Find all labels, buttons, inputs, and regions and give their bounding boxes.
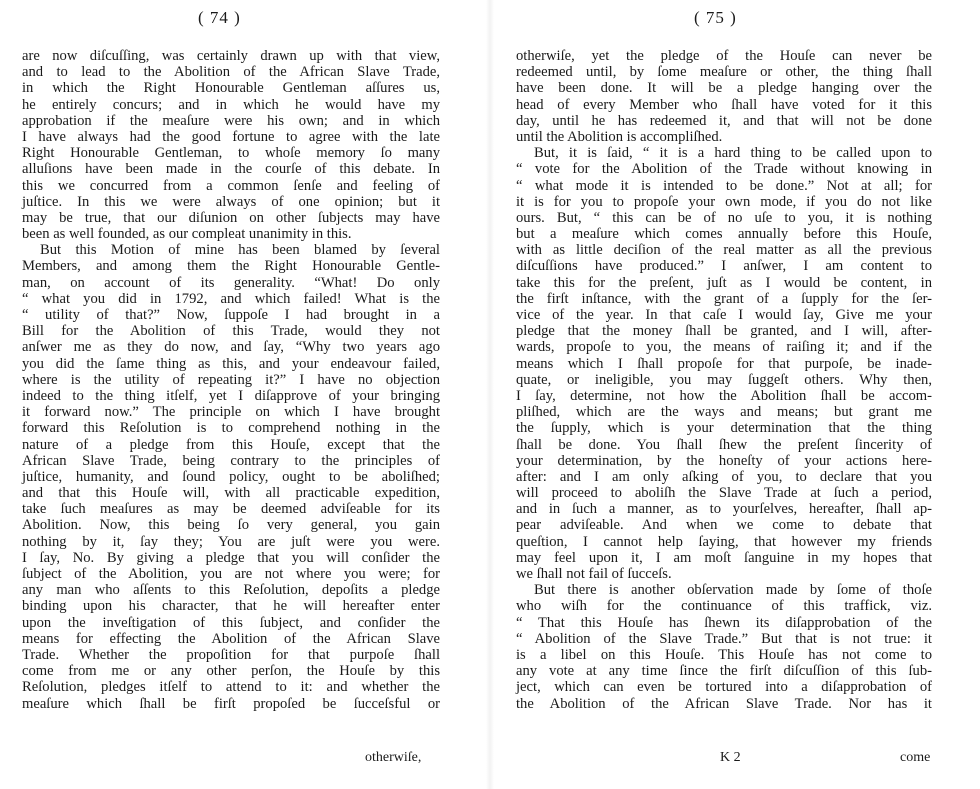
text-line: ſubject of the Abolition, you are not where you were; for <box>22 566 440 582</box>
text-line: African Slave Trade, being contrary to the principles of <box>22 452 440 469</box>
text-line: pliſhed, which are the ways and means; but grant me <box>516 404 932 421</box>
text-line: in which the Right Honourable Gentleman aſſures us, <box>22 80 440 97</box>
text-line: quate, or ineligible, you may ſuggeſt others. Why then, <box>516 371 932 388</box>
text-line: man, on account of its generality. “What! Do only <box>22 274 440 291</box>
text-line: the Abolition of the African Slave Trade. Nor has it <box>516 695 932 712</box>
text-line: But there is another obſervation made by ſome of thoſe <box>534 582 932 599</box>
text-line: anſwer me as they do now, and ſay, “Why two years ago <box>22 339 440 356</box>
text-line: queſtion, I cannot help ſaying, that however my friends <box>516 533 932 550</box>
text-line: nature of a pledge from this Houſe, except that the <box>22 436 440 453</box>
text-line: “ That this Houſe has ſhewn its diſapprobation of the <box>516 614 932 631</box>
text-line: ject, which can even be tortured into a diſapprobation of <box>516 679 932 696</box>
text-line: any man who aſſents to this Reſolution, depoſits a pledge <box>22 582 440 599</box>
text-line: it forward now.” The principle on which I have brought <box>22 404 440 421</box>
text-line: take this for the preſent, juſt as I would be content, in <box>516 274 932 291</box>
text-line: redeemed until, by ſome meaſure or other, the thing ſhall <box>516 64 932 81</box>
text-line: and in ſuch a manner, as to yourſelves, hereafter, ſhall ap- <box>516 501 932 518</box>
text-line: upon the inveſtigation of this ſubject, and conſider the <box>22 614 440 631</box>
text-line: means for effecting the Abolition of the African Slave <box>22 630 440 647</box>
text-line: juſtice. In this we were always of one opinion; but it <box>22 193 440 210</box>
text-line: and to lead to the Abolition of the African Slave Trade, <box>22 64 440 81</box>
signature-mark: K 2 <box>720 750 741 765</box>
text-line: he entirely concurs; and in which he would have my <box>22 96 440 113</box>
text-line: meaſure which ſhall be firſt propoſed be ſucceſsful or <box>22 695 440 712</box>
text-line: ſhall be done. You ſhall ſhew the preſent ſincerity of <box>516 436 932 453</box>
text-line: “ what you did in 1792, and which failed! What is the <box>22 290 440 307</box>
text-block <box>22 48 440 712</box>
text-line: it is for you to propoſe your own mode, if you do not like <box>516 193 932 210</box>
text-line: been as well founded, as our compleat unanimity in this. <box>22 226 352 243</box>
text-line: may be true, that our diſunion on other ſubjects may have <box>22 209 440 226</box>
text-line: alluſions have been made in the courſe of this debate. In <box>22 161 440 178</box>
text-line: have been done. It will be a pledge hanging over the <box>516 80 932 97</box>
text-line: after: and I am only aſking of you, to declare that you <box>516 468 932 485</box>
text-line: Trade. Whether the propoſition for that purpoſe ſhall <box>22 646 440 663</box>
text-line: juſtice, humanity, and ſound policy, ought to be aboliſhed; <box>22 468 440 485</box>
text-line: your determination, by the honeſty of your actions here- <box>516 452 932 469</box>
text-line: with as little deciſion of the real matter as all the previous <box>516 242 932 259</box>
catchword: otherwiſe, <box>365 750 422 765</box>
catchword: come <box>900 750 931 765</box>
text-line: means which I ſhall propoſe for that purpoſe, be inade- <box>516 355 932 372</box>
text-line: But this Motion of mine has been blamed by ſeveral <box>40 242 440 259</box>
text-line: pledge that the money ſhall be granted, and I will, after- <box>516 323 932 340</box>
text-line: the firſt inſtance, with the grant of a ſupply for the ſer- <box>516 290 932 307</box>
text-line: But, it is ſaid, “ it is a hard thing to be called upon to <box>534 145 932 162</box>
text-line: I ſay, No. By giving a pledge that you will conſider the <box>22 549 440 566</box>
text-line: Abolition. Now, this being ſo very general, you gain <box>22 517 440 534</box>
text-line: ours. But, “ this can be of no uſe to you, it is nothing <box>516 209 932 226</box>
text-line: “ vote for the Abolition of the Trade without knowing in <box>516 161 932 178</box>
text-line: until the Abolition is accompliſhed. <box>516 128 723 145</box>
text-line: may feel upon it, I am moſt ſanguine in my hopes that <box>516 549 932 566</box>
text-line: the ſupply, which is your determination that the thing <box>516 420 932 437</box>
page-number: ( 75 ) <box>694 8 737 27</box>
text-line: “ utility of that?” Now, ſuppoſe I had brought in a <box>22 307 440 323</box>
text-line: diſcuſſions have produced.” I anſwer, I am content to <box>516 258 932 275</box>
text-line: I have always had the good fortune to agree with the late <box>22 128 440 145</box>
text-line: Right Honourable Gentleman, to whoſe memory ſo many <box>22 145 440 162</box>
text-line: Reſolution, pledges itſelf to attend to it: and whether the <box>22 679 440 696</box>
text-line: I ſay, determine, not how the Abolition ſhall be accom- <box>516 387 932 404</box>
right-page <box>490 0 980 789</box>
text-line: Members, and among them the Right Honourable Gentle- <box>22 258 440 275</box>
text-line: “ Abolition of the Slave Trade.” But that is not true: it <box>516 630 932 647</box>
text-line: come from me or any other perſon, the Houſe by this <box>22 663 440 680</box>
text-block <box>516 48 932 712</box>
text-line: we ſhall not fail of ſucceſs. <box>516 566 672 582</box>
text-line: forward this Reſolution is to comprehend nothing in the <box>22 420 440 437</box>
text-line: head of every Member who ſhall have voted for it this <box>516 96 932 113</box>
text-line: approbation if the meaſure were his own; and in which <box>22 112 440 129</box>
text-line: vice of the year. In that caſe I would ſay, Give me your <box>516 307 932 323</box>
text-line: indeed to the thing itſelf, yet I diſapprove of your bringing <box>22 387 440 404</box>
text-line: will proceed to aboliſh the Slave Trade at ſuch a period, <box>516 485 932 502</box>
text-line: where is the utility of repeating it?” I have no objection <box>22 371 440 388</box>
text-line: binding upon his character, that he will hereafter enter <box>22 598 440 615</box>
text-line: nothing by it, ſay they; You are juſt were you were. <box>22 533 440 550</box>
text-line: any vote at any time ſince the firſt diſcuſſion of this ſub- <box>516 663 932 680</box>
text-line: and that this Houſe will, with all practicable expedition, <box>22 485 440 502</box>
text-line: are now diſcuſſing, was certainly drawn up with that view, <box>22 48 440 64</box>
text-line: is a libel on this Houſe. This Houſe has not come to <box>516 646 932 663</box>
text-line: who wiſh for the continuance of this traffick, viz. <box>516 598 932 615</box>
text-line: you did the ſame thing as this, and your endeavour failed, <box>22 355 440 372</box>
text-line: pear adviſeable. And when we come to debate that <box>516 517 932 534</box>
text-line: “ what mode it is intended to be done.” Not at all; for <box>516 177 932 194</box>
text-line: otherwiſe, yet the pledge of the Houſe can never be <box>516 48 932 64</box>
text-line: this we concurred from a common ſenſe and feeling of <box>22 177 440 194</box>
text-line: day, until he has redeemed it, and that will not be done <box>516 112 932 129</box>
page-number: ( 74 ) <box>198 8 241 27</box>
text-line: take ſuch meaſures as may be deemed adviſeable for its <box>22 501 440 518</box>
text-line: but a meaſure which comes annually before this Houſe, <box>516 226 932 243</box>
text-line: Bill for the Abolition of this Trade, would they not <box>22 323 440 340</box>
text-line: wards, propoſe to you, the means of raiſing it; and if the <box>516 339 932 356</box>
